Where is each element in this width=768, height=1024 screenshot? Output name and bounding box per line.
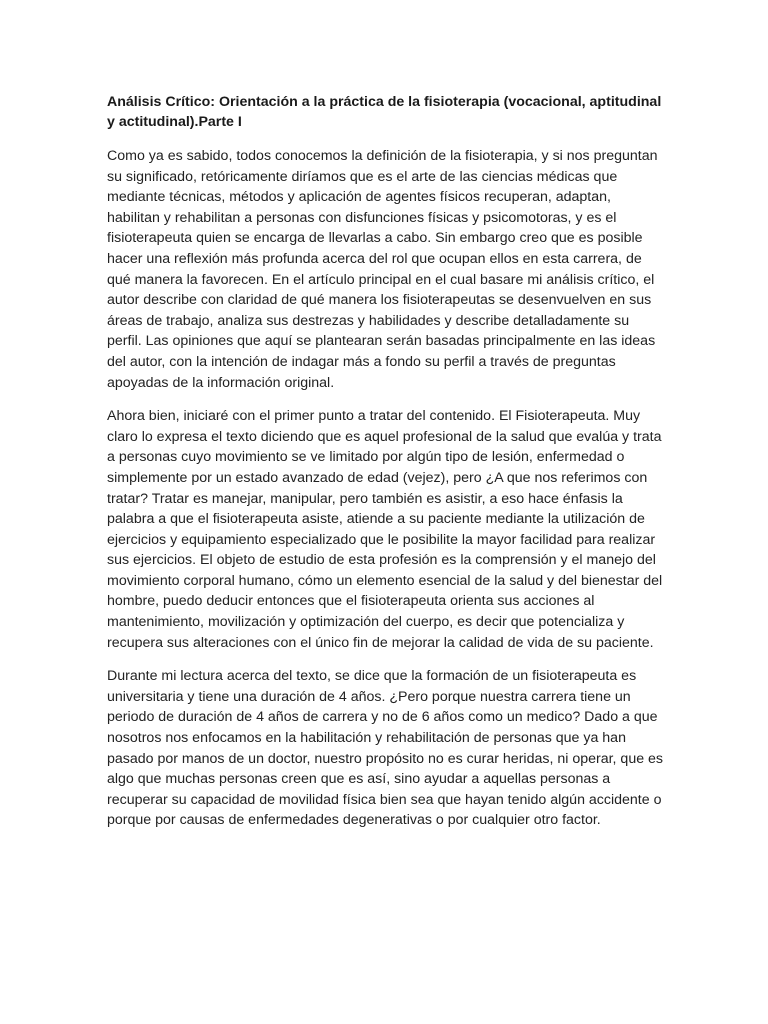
document-body: [107, 92, 667, 844]
paragraph-fisioterapeuta: Ahora bien, iniciaré con el primer punto a tratar del contenido. El Fisioterapeuta. Muy claro lo expresa el texto diciendo que es aquel profesional de la salud que evalúa y trata a personas cuyo movimiento se ve limitado por algún tipo de lesión, enfermedad o simplemente por un estado avanzado de edad (vejez), pero ¿A que nos referimos con tratar? Tratar es manejar, manipular, pero también es asistir, a eso hace énfasis la palabra a que el fisioterapeuta asiste, atiende a su paciente mediante la utilización de ejercicios y equipamiento especializado que le posibilite la mayor facilidad para realizar sus ejercicios. El objeto de estudio de esta profesión es la comprensión y el manejo del movimiento corporal humano, cómo un elemento esencial de la salud y del bienestar del hombre, puedo deducir entonces que el fisioterapeuta orienta sus acciones al mantenimiento, movilización y optimización del cuerpo, es decir que potencializa y recupera sus alteraciones con el único fin de mejorar la calidad de vida de su paciente.: [107, 408, 663, 651]
paragraph-intro: Como ya es sabido, todos conocemos la definición de la fisioterapia, y si nos preguntan su significado, retóricamente diríamos que es el arte de las ciencias médicas que mediante técnicas, métodos y aplicación de agentes físicos recuperan, adaptan, habilitan y rehabilitan a personas con disfunciones físicas y psicomotoras, y es el fisioterapeuta quien se encarga de llevarlas a cabo. Sin embargo creo que es posible hacer una reflexión más profunda acerca del rol que ocupan ellos en esta carrera, de qué manera la favorecen. En el artículo principal en el cual basare mi análisis crítico, el autor describe con claridad de qué manera los fisioterapeutas se desenvuelven en sus áreas de trabajo, analiza sus destrezas y habilidades y describe detalladamente su perfil. Las opiniones que aquí se plantearan serán basadas principalmente en las ideas del autor, con la intención de indagar más a fondo su perfil a través de preguntas apoyadas de la información original.: [107, 148, 658, 391]
document-title: Análisis Crítico: Orientación a la práctica de la fisioterapia (vocacional, aptitudinal y actitudinal).Parte I: [107, 94, 662, 130]
paragraph-formacion: Durante mi lectura acerca del texto, se dice que la formación de un fisioterapeuta es universitaria y tiene una duración de 4 años. ¿Pero porque nuestra carrera tiene un periodo de duración de 4 años de carrera y no de 6 años como un medico? Dado a que nosotros nos enfocamos en la habilitación y rehabilitación de personas que ya han pasado por manos de un doctor, nuestro propósito no es curar heridas, ni operar, que es algo que muchas personas creen que es así, sino ayudar a aquellas personas a recuperar su capacidad de movilidad física bien sea que hayan tenido algún accidente o porque por causas de enfermedades degenerativas o por cualquier otro factor.: [107, 668, 664, 829]
